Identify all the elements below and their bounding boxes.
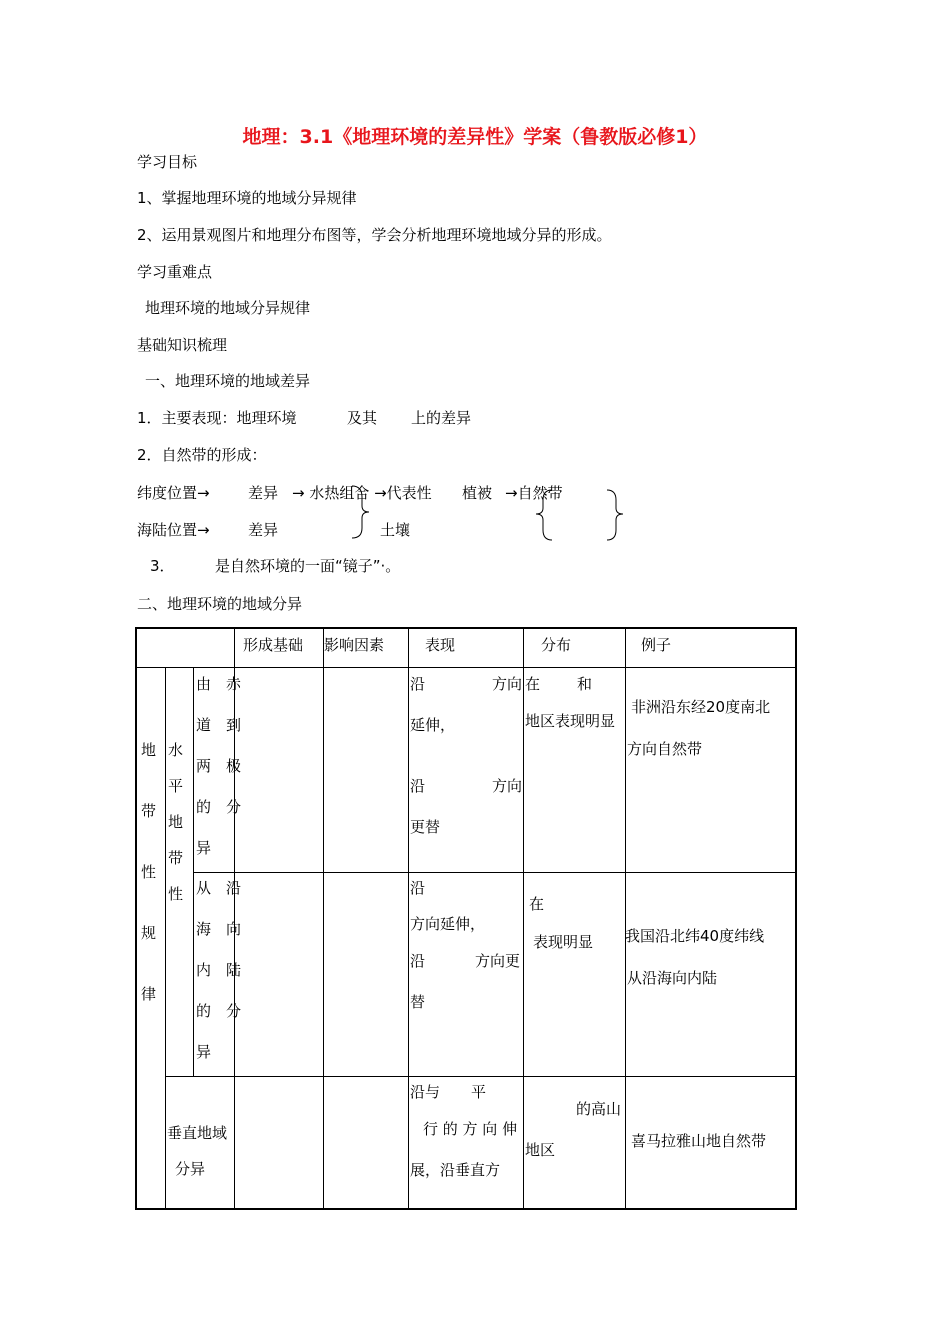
row2-name-line: 异: [196, 1043, 212, 1061]
row2-name-line: 内 陆: [196, 961, 242, 979]
row2-performance-text: 沿: [410, 879, 426, 897]
row1-distribution-text: 地区表现明显: [525, 712, 616, 730]
item-3-number: 3．: [150, 557, 175, 575]
part-2-heading: 二、地理环境的地域分异: [137, 595, 303, 613]
key-point-1: 地理环境的地域分异规律: [145, 299, 311, 317]
item-3-text: 是自然环境的一面“镜子”·。: [215, 557, 401, 575]
goal-2: 2、运用景观图片和地理分布图等，学会分析地理环境地域分异的形成。: [137, 226, 612, 244]
horizontal-label-char: 地: [168, 813, 184, 831]
law-label-char: 律: [141, 985, 157, 1003]
row2-performance-text: 替: [410, 993, 426, 1011]
item-1-prefix: 1．主要表现：地理环境: [137, 409, 297, 427]
row1-performance-text: 沿: [410, 777, 426, 795]
header-formation-basis: 形成基础: [243, 636, 304, 654]
section-heading-goals: 学习目标: [137, 153, 198, 171]
horizontal-label-char: 平: [168, 777, 184, 795]
brace-right-2: [607, 490, 623, 540]
row1-distribution-text: 和: [577, 675, 593, 693]
goal-1: 1、掌握地理环境的地域分异规律: [137, 189, 357, 207]
flow-sea-land-position: 海陆位置→: [137, 521, 210, 539]
basis-col-line: [323, 629, 324, 1210]
part-1-heading: 一、地理环境的地域差异: [145, 372, 311, 390]
row1-performance-text: 延伸，: [410, 716, 456, 734]
header-influencing-factors: 影响因素: [324, 636, 385, 654]
item-2: 2．自然带的形成：: [137, 446, 267, 464]
row2-distribution-text: 在: [529, 895, 545, 913]
row2-performance-text: 沿: [410, 952, 426, 970]
law-label-char: 性: [141, 863, 157, 881]
row2-name-line: 从 沿: [196, 879, 242, 897]
flow-vegetation: 植被: [462, 484, 493, 502]
row1-name-line: 两 极: [196, 757, 242, 775]
flow-water-heat: → 水热组合 →代表性: [292, 484, 432, 502]
item-1-mid: 及其: [347, 409, 378, 427]
row1-performance-text: 沿: [410, 675, 426, 693]
row3-performance-text: 展，沿垂直方: [410, 1161, 501, 1179]
flow-latitude-difference: 差异: [248, 484, 279, 502]
horizontal-col-line: [193, 667, 194, 1076]
row1-performance-text: 更替: [410, 818, 441, 836]
law-label-char: 带: [141, 802, 157, 820]
law-label-char: 规: [141, 924, 157, 942]
factor-col-line: [408, 629, 409, 1210]
law-label-char: 地: [141, 741, 157, 759]
row1-name-line: 道 到: [196, 716, 242, 734]
horizontal-label-char: 带: [168, 849, 184, 867]
row2-name-line: 海 向: [196, 920, 242, 938]
row3-performance-text: 行 的 方 向 伸: [423, 1120, 518, 1138]
row2-name-line: 的 分: [196, 1002, 242, 1020]
brace-left-1: [536, 490, 552, 540]
row3-performance-text: 平: [471, 1083, 487, 1101]
row1-name-line: 异: [196, 839, 212, 857]
row1-name-line: 的 分: [196, 798, 242, 816]
row1-example-text: 方向自然带: [627, 740, 703, 758]
row1-row2-line: [193, 872, 797, 873]
zonal-differentiation-table: [135, 627, 797, 1210]
performance-col-line: [523, 629, 524, 1210]
row3-distribution-text: 的高山: [576, 1100, 622, 1118]
header-example: 例子: [641, 636, 672, 654]
header-row-line: [137, 667, 797, 668]
row3-distribution-text: 地区: [525, 1141, 556, 1159]
row2-performance-text: 方向延伸，: [410, 915, 486, 933]
horizontal-label-char: 性: [168, 885, 184, 903]
horizontal-label-char: 水: [168, 741, 184, 759]
flow-natural-zone: →自然带: [505, 484, 563, 502]
law-col-line: [165, 667, 166, 1210]
row2-distribution-text: 表现明显: [533, 933, 594, 951]
row1-distribution-text: 在: [525, 675, 541, 693]
flow-latitude-position: 纬度位置→: [137, 484, 210, 502]
row2-performance-text: 方向更: [475, 952, 521, 970]
section-heading-key-points: 学习重难点: [137, 263, 213, 281]
section-heading-basics: 基础知识梳理: [137, 336, 228, 354]
row2-example-text: 我国沿北纬40度纬线: [625, 927, 765, 945]
flow-sea-land-difference: 差异: [248, 521, 279, 539]
flow-soil: 土壤: [380, 521, 411, 539]
row1-name-line: 由 赤: [196, 675, 242, 693]
distribution-col-line: [625, 629, 626, 1210]
row3-performance-text: 沿与: [410, 1083, 441, 1101]
row2-row3-line: [165, 1076, 797, 1077]
brace-right-1: [352, 486, 369, 538]
row3-name-line: 分异: [175, 1160, 206, 1178]
header-distribution: 分布: [541, 636, 572, 654]
row2-example-text: 从沿海向内陆: [627, 969, 718, 987]
item-1-suffix: 上的差异: [411, 409, 472, 427]
header-performance: 表现: [425, 636, 456, 654]
row1-performance-text: 方向: [492, 777, 523, 795]
row1-example-text: 非洲沿东经20度南北: [631, 698, 771, 716]
row3-example-text: 喜马拉雅山地自然带: [631, 1132, 767, 1150]
row3-name-line: 垂直地域: [167, 1124, 228, 1142]
page-title: 地理：3.1《地理环境的差异性》学案（鲁教版必修1）: [242, 126, 708, 148]
row1-performance-text: 方向: [492, 675, 523, 693]
